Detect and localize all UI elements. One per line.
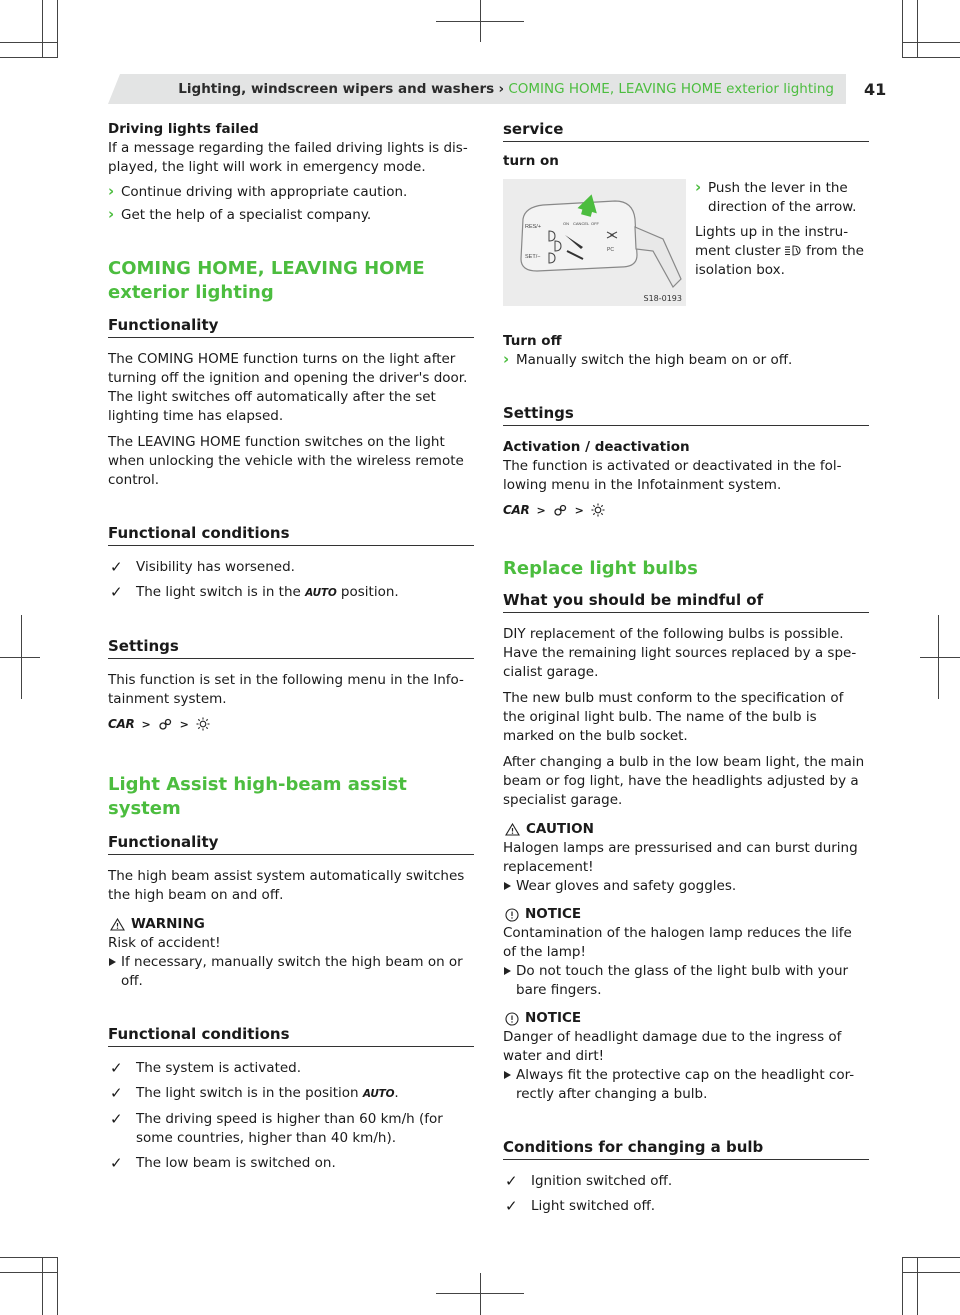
breadcrumb-separator: › (498, 81, 505, 97)
light-icon (196, 717, 210, 731)
warning-text: Risk of accident! (108, 935, 221, 951)
notice-icon (505, 1012, 519, 1026)
coming-home-title-line2: exterior lighting (108, 282, 274, 303)
check-icon: ✓ (110, 583, 123, 601)
activation-menu-path (503, 501, 869, 519)
check-icon: ✓ (110, 558, 123, 576)
bulb-condition-2: ✓ Light switched off. (505, 1197, 656, 1215)
failed-bullet-1: › Continue driving with appropriate caution. (108, 183, 474, 202)
coming-home-settings-text: This function is set in the following menu in the Info-tainment system. (108, 672, 464, 707)
figure-off-label: OFF (591, 221, 599, 226)
caution-heading: CAUTION (503, 820, 869, 839)
menu-separator: > (179, 717, 189, 731)
coming-home-title-line1: COMING HOME, LEAVING HOME (108, 258, 425, 279)
mindful-p2: The new bulb must conform to the specification of the original light bulb. The name of the bulb is marked on the bulb socket. (503, 690, 844, 744)
replace-bulbs-title: Replace light bulbs (503, 558, 698, 579)
warning-action: If necessary, manually switch the high beam on or off. (108, 953, 474, 991)
light-assist-condition-4: ✓ The low beam is switched on. (110, 1154, 336, 1172)
coming-home-func-p2: The LEAVING HOME function switches on the light when unlocking the vehicle with the wireless remote control. (108, 434, 464, 488)
check-icon: ✓ (505, 1172, 518, 1190)
coming-home-functionality-heading: Functionality (108, 316, 474, 338)
turn-off-label: Turn off (503, 333, 562, 349)
notice-2-action: Always fit the protective cap on the headlight cor-rectly after changing a bulb. (503, 1066, 869, 1104)
lights-up-text: Lights up in the instru-ment cluster from the isolation box. (695, 224, 864, 278)
failed-title: Driving lights failed (108, 121, 259, 137)
light-assist-func-text: The high beam assist system automatically switches the high beam on and off. (108, 868, 465, 903)
turn-on-label: turn on (503, 153, 559, 169)
mindful-heading: What you should be mindful of (503, 591, 869, 613)
left-column (108, 120, 474, 1179)
check-icon: ✓ (110, 1110, 123, 1128)
page-number: 41 (864, 80, 887, 99)
light-assist-functionality-heading: Functionality (108, 833, 474, 855)
coming-home-conditions-heading: Functional conditions (108, 524, 474, 546)
push-lever-step: › Push the lever in the direction of the arrow. (695, 179, 869, 217)
check-icon: ✓ (110, 1154, 123, 1172)
light-assist-condition-1: ✓ The system is activated. (110, 1059, 302, 1077)
figure-cancel-label: CANCEL (573, 221, 590, 226)
coming-home-settings-heading: Settings (108, 637, 474, 659)
mindful-p3: After changing a bulb in the low beam light, the main beam or fog light, have the headlights adjusted by a specialist garage. (503, 754, 865, 808)
breadcrumb-section: Lighting, windscreen wipers and washers (178, 81, 495, 97)
turn-on-instructions (695, 179, 869, 287)
figure-reference: S18-0193 (643, 294, 682, 303)
notice-icon (505, 908, 519, 922)
car-menu-icon: CAR (108, 717, 135, 731)
figure-res-label: RES/+ (525, 224, 542, 230)
notice-2-heading: NOTICE (503, 1009, 869, 1028)
bulb-condition-1: ✓ Ignition switched off. (505, 1172, 673, 1190)
activation-text: The function is activated or deactivated in the fol-lowing menu in the Infotainment system. (503, 458, 842, 493)
light-assist-title: Light Assist high-beam assist system (108, 774, 407, 819)
mindful-p1: DIY replacement of the following bulbs is possible. Have the remaining light sources replaced by a spe-cialist garage. (503, 626, 857, 680)
notice-1-heading: NOTICE (503, 905, 869, 924)
car-menu-icon: CAR (503, 503, 530, 517)
failed-text: If a message regarding the failed driving lights is dis-played, the light will work in emergency mode. (108, 140, 468, 175)
svg-text:PC: PC (607, 247, 614, 253)
caution-icon (505, 823, 520, 836)
figure-set-label: SET/− (525, 254, 541, 260)
notice-1-text: Contamination of the halogen lamp reduces the life of the lamp! (503, 925, 852, 960)
menu-separator: > (141, 717, 151, 731)
right-column (503, 120, 869, 1222)
service-section (503, 120, 869, 332)
check-icon: ✓ (505, 1197, 518, 1215)
page-header (108, 74, 920, 104)
lever-figure (503, 179, 686, 306)
light-icon (591, 503, 605, 517)
breadcrumb (178, 81, 834, 97)
caution-text: Halogen lamps are pressurised and can burst during replacement! (503, 840, 858, 875)
coming-home-condition-1: ✓ Visibility has worsened. (110, 558, 295, 576)
service-heading: service (503, 120, 869, 142)
car-settings-icon (553, 503, 568, 517)
warning-icon (110, 918, 125, 931)
high-beam-indicator-icon (785, 245, 802, 256)
turn-off-step: › Manually switch the high beam on or off. (503, 351, 869, 370)
check-icon: ✓ (110, 1059, 123, 1077)
coming-home-condition-2: ✓ The light switch is in the AUTO position. (110, 583, 399, 601)
menu-separator: > (574, 503, 584, 517)
conditions-changing-bulb-heading: Conditions for changing a bulb (503, 1138, 869, 1160)
light-assist-condition-3: ✓ The driving speed is higher than 60 km/h (for some countries, higher than 40 km/h). (110, 1110, 443, 1146)
failed-bullet-2: › Get the help of a specialist company. (108, 206, 474, 225)
right-settings-heading: Settings (503, 404, 869, 426)
light-assist-conditions-heading: Functional conditions (108, 1025, 474, 1047)
caution-action: Wear gloves and safety goggles. (503, 877, 869, 896)
warning-heading: WARNING (108, 915, 474, 934)
auto-symbol: AUTO (305, 587, 337, 599)
menu-separator: > (536, 503, 546, 517)
figure-on-label: ON (563, 221, 569, 226)
notice-1-action: Do not touch the glass of the light bulb with your bare fingers. (503, 962, 869, 1000)
coming-home-menu-path (108, 715, 474, 733)
light-assist-condition-2: ✓ The light switch is in the position AUTO. (110, 1084, 399, 1102)
stalk-illustration (503, 179, 686, 306)
breadcrumb-subsection: COMING HOME, LEAVING HOME exterior lighting (508, 81, 834, 97)
coming-home-func-p1: The COMING HOME function turns on the light after turning off the ignition and opening the driver's door. The light switches off automatically after the set lighting time has elapsed. (108, 351, 468, 424)
activation-title: Activation / deactivation (503, 439, 690, 455)
page-number-box (846, 74, 920, 104)
notice-2-text: Danger of headlight damage due to the ingress of water and dirt! (503, 1029, 842, 1064)
check-icon: ✓ (110, 1084, 123, 1102)
car-settings-icon (158, 717, 173, 731)
auto-symbol: AUTO (362, 1088, 395, 1100)
